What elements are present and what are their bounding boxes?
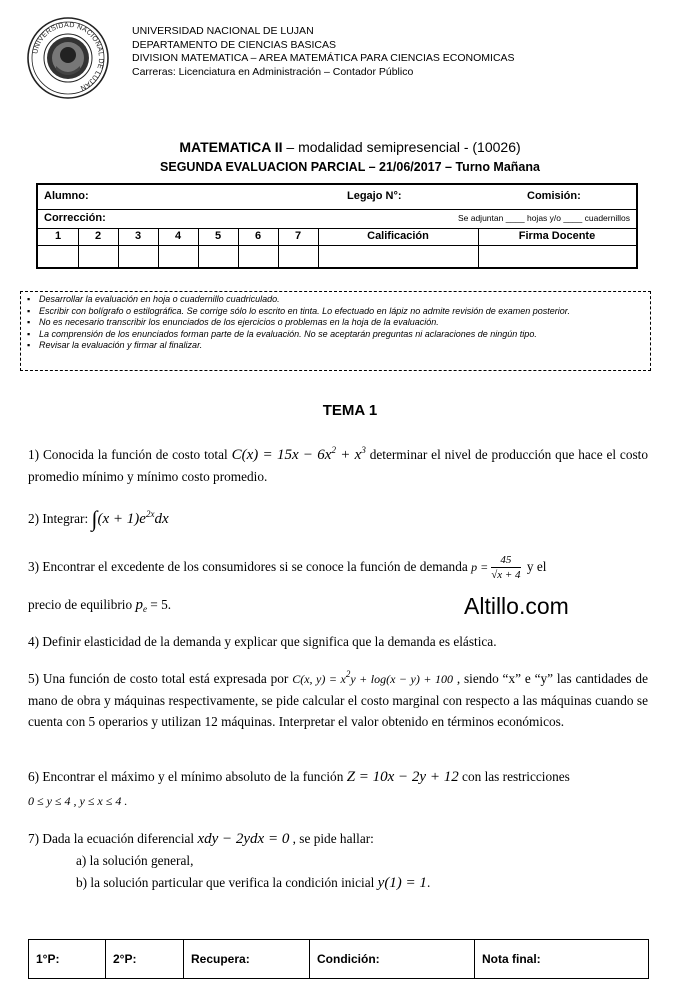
correction-row [38, 209, 636, 229]
instruction-item: ▪ Desarrollar la evaluación en hoja o cuadernillo cuadriculado. [27, 294, 646, 306]
altillo-watermark: Altillo.com [464, 593, 569, 619]
grades-grid [38, 228, 636, 267]
header-line-careers: Carreras: Licenciatura en Administración – Contador Público [132, 65, 414, 78]
col-header-5: 5 [214, 230, 222, 242]
exercise-5 [28, 668, 648, 732]
alumno-label: Alumno: [44, 190, 89, 202]
course-modality: – modalidad semipresencial - (10026) [282, 139, 521, 155]
integral-expression: $\int(x + 1)e^{2x}dx$ [91, 506, 169, 531]
col-header-3: 3 [134, 230, 142, 242]
cost-function-xy: C(x, $y) = x^2y + \log(x - y) + 100$ [292, 669, 453, 686]
student-row [38, 185, 636, 210]
institution-header [132, 25, 515, 79]
university-seal-icon [26, 16, 110, 100]
grade-cell-recupera: Recupera: [184, 940, 310, 978]
exercise-6-text-b: con las restricciones [458, 769, 570, 784]
exercise-1 [28, 444, 648, 487]
initial-condition: y(1) = 1 [377, 875, 427, 891]
header-line-department: DEPARTAMENTO DE CIENCIAS BASICAS [132, 38, 337, 51]
legajo-label: Legajo N°: [347, 190, 402, 202]
exercise-6-constraints [28, 790, 648, 812]
col-header-7: 7 [294, 230, 302, 242]
exercise-6 [28, 766, 648, 788]
exercise-3 [28, 554, 648, 582]
instruction-item: ▪ Revisar la evaluación y firmar al finalizar. [27, 340, 646, 352]
objective-function: Z = 10x − 2y + 12 [346, 769, 459, 785]
constraints: 0 ≤ y ≤ 4 , y ≤ x ≤ 4 . [28, 794, 128, 808]
exercise-7-item-b-text: b) la solución particular que verifica la condición inicial [76, 875, 378, 890]
instruction-item: ▪ Escribir con bolígrafo o estilográfica. Se corrige sólo lo escrito en tinta. Lo efectuado en lápiz no admite revisión de examen posterior. [27, 306, 646, 318]
exercise-2 [28, 508, 648, 530]
instructions-box [20, 291, 651, 371]
exercise-3-text: 3) Encontrar el excedente de los consumidores si se conoce la función de demanda [28, 559, 472, 575]
final-grades-table [28, 939, 649, 979]
header-line-division: DIVISION MATEMATICA – AREA MATEMÁTICA PARA CIENCIAS ECONOMICAS [132, 52, 515, 64]
grade-cell-nota-final: Nota final: [482, 952, 541, 966]
instruction-item: ▪ La comprensión de los enunciados forman parte de la evaluación. No se aceptarán preguntas ni aclaraciones de ningún tipo. [27, 329, 646, 341]
grade-cell-2p: 2°P: [106, 940, 184, 978]
col-header-4: 4 [174, 230, 182, 242]
course-title [0, 139, 700, 155]
sheets-attached-text: Se adjuntan ____ hojas y/o ____ cuadernillos [457, 213, 630, 223]
grade-cell-condicion: Condición: [310, 940, 475, 978]
instruction-item: ▪ No es necesario transcribir los enunciados de los ejercicios o problemas en la hoja de la evaluación. [27, 317, 646, 329]
exercise-7-text-b: , se pide hallar: [289, 831, 374, 846]
exercise-3-text-b: y el [523, 559, 547, 575]
exercise-5-text: 5) Una función de costo total está expresada por [28, 671, 293, 686]
equilibrium-label: precio de equilibrio [28, 597, 136, 612]
differential-equation: xdy − 2ydx = 0 [197, 831, 290, 847]
demand-p: p = [471, 560, 489, 575]
col-header-1: 1 [54, 230, 62, 242]
svg-text:UNIVERSIDAD NACIONAL DE LUJAN: UNIVERSIDAD NACIONAL DE LUJAN [32, 21, 105, 92]
col-header-2: 2 [94, 230, 102, 242]
exercise-5-text-end: , siendo “x” e “y” las cantidades de mano de obra y máquinas respectivamente, se pide calcular el costo marginal con respecto a las máquinas cuando se cuenta con 5 operarios y utilizan 12 máquinas. Interpretar el valor obtenido en términos económicos. [28, 671, 648, 729]
exercise-2-text: 2) Integrar: [28, 511, 92, 526]
exam-title: SEGUNDA EVALUACION PARCIAL – 21/06/2017 – Turno Mañana [160, 160, 540, 174]
col-header-calificacion: Calificación [367, 230, 429, 242]
exercise-6-text: 6) Encontrar el máximo y el mínimo absoluto de la función [28, 769, 347, 784]
equilibrium-value: = 5. [146, 597, 172, 612]
cost-function: $C(x) = 15x - 6x^2 + x^3$ [231, 445, 366, 463]
tema-heading: TEMA 1 [322, 402, 378, 419]
exercise-7 [28, 828, 648, 850]
equilibrium-price: $p_e$ [135, 597, 147, 614]
exercise-1-text: 1) Conocida la función de costo total [28, 447, 232, 462]
demand-fraction: $\frac{45}{√x + 4}$ [491, 554, 521, 581]
comision-label: Comisión: [527, 190, 581, 202]
exercise-4: 4) Definir elasticidad de la demanda y explicar que significa que la demanda es elástica. [28, 634, 497, 649]
exercise-1-text-end: determinar el nivel de producción que hace el costo promedio mínimo y mínimo costo promedio. [28, 447, 649, 484]
exercise-7-item-b [76, 872, 636, 894]
grade-cell-1p: 1°P: [29, 940, 106, 978]
student-info-table [36, 183, 638, 269]
subject-name: MATEMATICA II [179, 139, 283, 155]
header-line-university: UNIVERSIDAD NACIONAL DE LUJAN [132, 25, 314, 37]
exercise-7-item-b-end: . [426, 875, 431, 890]
exercise-7-text: 7) Dada la ecuación diferencial [28, 831, 198, 846]
exercise-7-item-a: a) la solución general, [76, 853, 194, 868]
col-header-6: 6 [254, 230, 262, 242]
col-header-firma: Firma Docente [518, 230, 596, 242]
correccion-label: Corrección: [44, 212, 106, 224]
